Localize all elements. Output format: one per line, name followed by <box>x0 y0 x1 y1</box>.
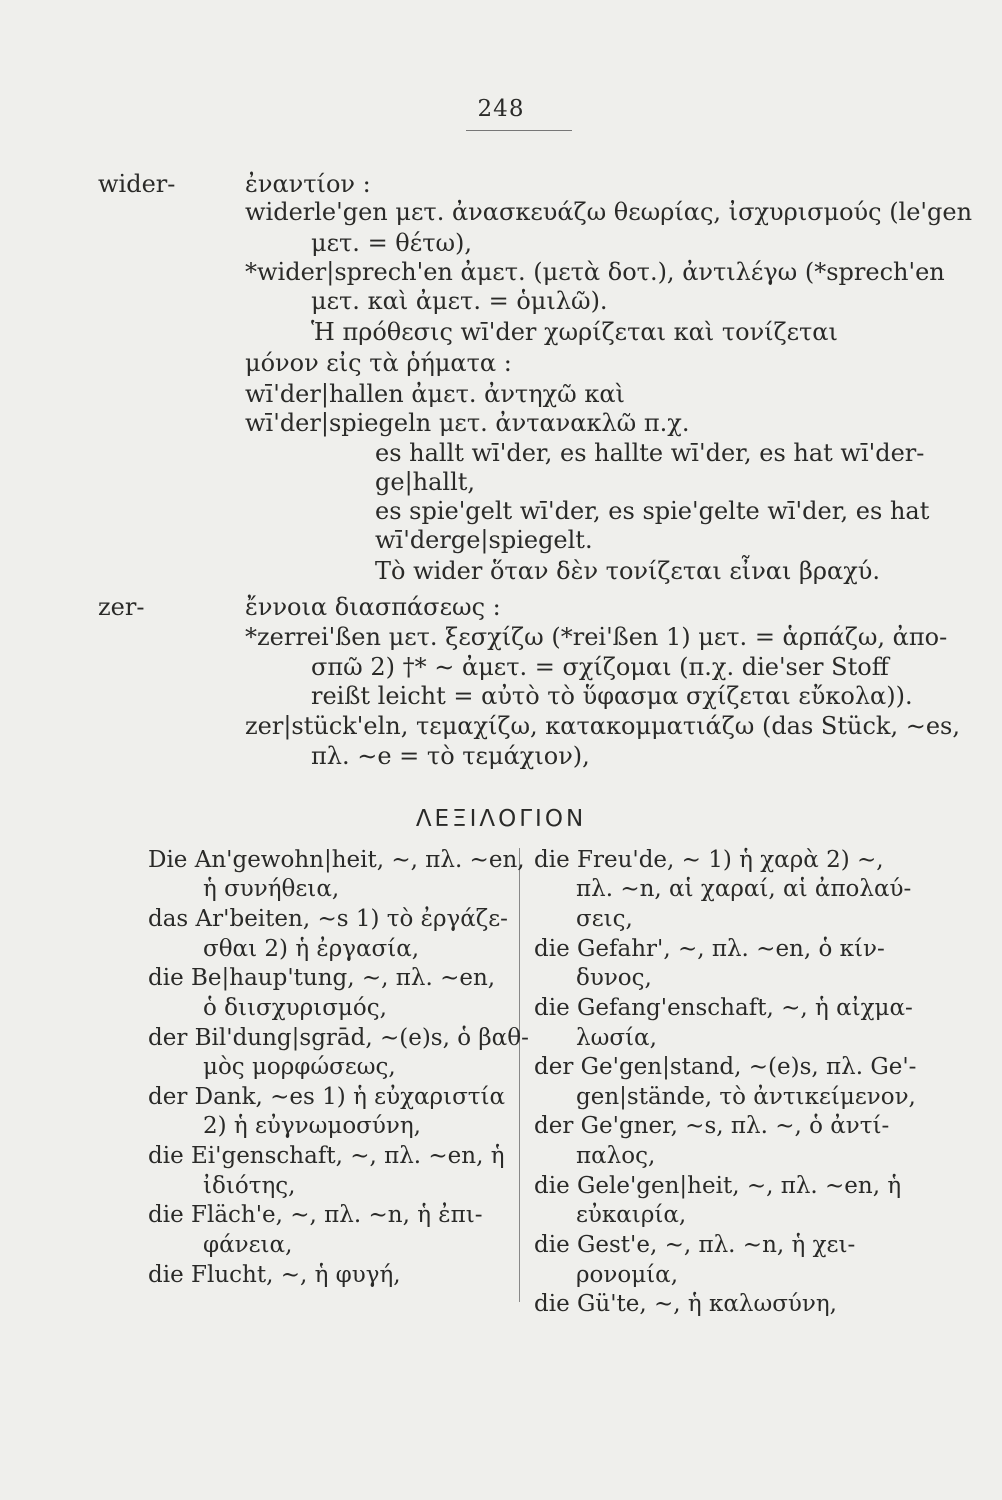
glossary-heading: ΛΕΞΙΛΟΓΙΟΝ <box>415 806 587 832</box>
glossary-line: Die An'gewohn|heit, ∼, πλ. ∼en, <box>148 847 525 873</box>
glossary-line: σθαι 2) ἡ ἐργασία, <box>203 936 420 962</box>
page-number-rule <box>466 130 572 131</box>
glossary-line: die Gele'gen|heit, ∼, πλ. ∼en, ἡ <box>534 1173 902 1199</box>
entry-line: es spie'gelt wī'der, es spie'gelte wī'der, es hat <box>375 497 930 525</box>
glossary-line: ρονομία, <box>576 1262 679 1288</box>
glossary-line: 2) ἡ εὐγνωμοσύνη, <box>203 1113 421 1139</box>
glossary-line: die Be|haup'tung, ∼, πλ. ∼en, <box>148 965 496 991</box>
entry-line: widerle'gen μετ. ἀνασκευάζω θεωρίας, ἰσχυρισμούς (le'gen <box>245 198 973 226</box>
entry-line: *zerrei'ßen μετ. ξεσχίζω (*rei'ßen 1) μετ. = ἁρπάζω, ἀπο- <box>245 623 948 651</box>
entry-line: Ἡ πρόθεσις wī'der χωρίζεται καὶ τονίζεται <box>311 318 838 346</box>
entry-line: μετ. = θέτω), <box>311 229 473 257</box>
glossary-line: der Dank, ∼es 1) ἡ εὐχαριστία <box>148 1084 506 1110</box>
glossary-line: ὁ διισχυρισμός, <box>203 995 387 1021</box>
entry-line: wī'der|spiegeln μετ. ἀντανακλῶ π.χ. <box>245 409 690 437</box>
glossary-line: ἰδιότης, <box>203 1173 296 1199</box>
glossary-line: die Fläch'e, ∼, πλ. ∼n, ἡ ἐπι- <box>148 1202 483 1228</box>
entry-line: reißt leicht = αὐτὸ τὸ ὕφασμα σχίζεται εὔκολα)). <box>311 682 913 710</box>
entry-line: zer|stück'eln, τεμαχίζω, κατακομματιάζω (das Stück, ∼es, <box>245 712 960 740</box>
section-label-zer: zer- <box>98 593 145 621</box>
entry-line: ge|hallt, <box>375 468 476 496</box>
entry-line: σπῶ 2) †* ∼ ἀμετ. = σχίζομαι (π.χ. die'ser Stoff <box>311 653 889 681</box>
entry-line: μετ. καὶ ἀμετ. = ὁμιλῶ). <box>311 287 608 315</box>
glossary-line: der Ge'gen|stand, ∼(e)s, πλ. Ge'- <box>534 1054 917 1080</box>
glossary-line: σεις, <box>576 906 633 932</box>
entry-line: μόνον εἰς τὰ ῥήματα : <box>245 349 512 377</box>
glossary-line: δυνος, <box>576 965 652 991</box>
entry-line: ἔννοια διασπάσεως : <box>245 593 501 621</box>
glossary-line: φάνεια, <box>203 1232 293 1258</box>
glossary-line: der Ge'gner, ∼s, πλ. ∼, ὁ ἀντί- <box>534 1113 890 1139</box>
glossary-line: die Freu'de, ∼ 1) ἡ χαρὰ 2) ∼, <box>534 847 884 873</box>
column-divider <box>519 848 520 1302</box>
entry-line: ἐναντίον : <box>245 170 371 198</box>
entry-line: es hallt wī'der, es hallte wī'der, es hat wī'der- <box>375 439 925 467</box>
glossary-line: die Flucht, ∼, ἡ φυγή, <box>148 1262 401 1288</box>
glossary-line: die Gefahr', ∼, πλ. ∼en, ὁ κίν- <box>534 936 885 962</box>
glossary-line: die Gü'te, ∼, ἡ καλωσύνη, <box>534 1291 837 1317</box>
glossary-line: der Bil'dung|sgrād, ∼(e)s, ὁ βαθ- <box>148 1025 529 1051</box>
glossary-line: die Gefang'enschaft, ∼, ἡ αἰχμα- <box>534 995 913 1021</box>
entry-line: wī'der|hallen ἀμετ. ἀντηχῶ καὶ <box>245 380 625 408</box>
section-label-wider: wider- <box>98 170 176 198</box>
glossary-line: μὸς μορφώσεως, <box>203 1054 396 1080</box>
glossary-line: παλος, <box>576 1143 656 1169</box>
glossary-line: πλ. ∼n, αἱ χαραί, αἱ ἀπολαύ- <box>576 876 912 902</box>
glossary-line: die Gest'e, ∼, πλ. ∼n, ἡ χει- <box>534 1232 856 1258</box>
glossary-line: εὐκαιρία, <box>576 1202 687 1228</box>
entry-line: *wider|sprech'en ἀμετ. (μετὰ δοτ.), ἀντιλέγω (*sprech'en <box>245 258 945 286</box>
glossary-line: ἡ συνήθεια, <box>203 876 340 902</box>
entry-line: Τὸ wider ὅταν δὲν τονίζεται εἶναι βραχύ. <box>375 557 880 585</box>
glossary-line: die Ei'genschaft, ∼, πλ. ∼en, ἡ <box>148 1143 505 1169</box>
glossary-line: gen|stände, τὸ ἀντικείμενον, <box>576 1084 916 1110</box>
entry-line: πλ. ∼e = τὸ τεμάχιον), <box>311 742 590 770</box>
entry-line: wī'derge|spiegelt. <box>375 526 593 554</box>
glossary-line: λωσία, <box>576 1025 657 1051</box>
glossary-line: das Ar'beiten, ∼s 1) τὸ ἐργάζε- <box>148 906 508 932</box>
page-number: 248 <box>477 96 525 122</box>
